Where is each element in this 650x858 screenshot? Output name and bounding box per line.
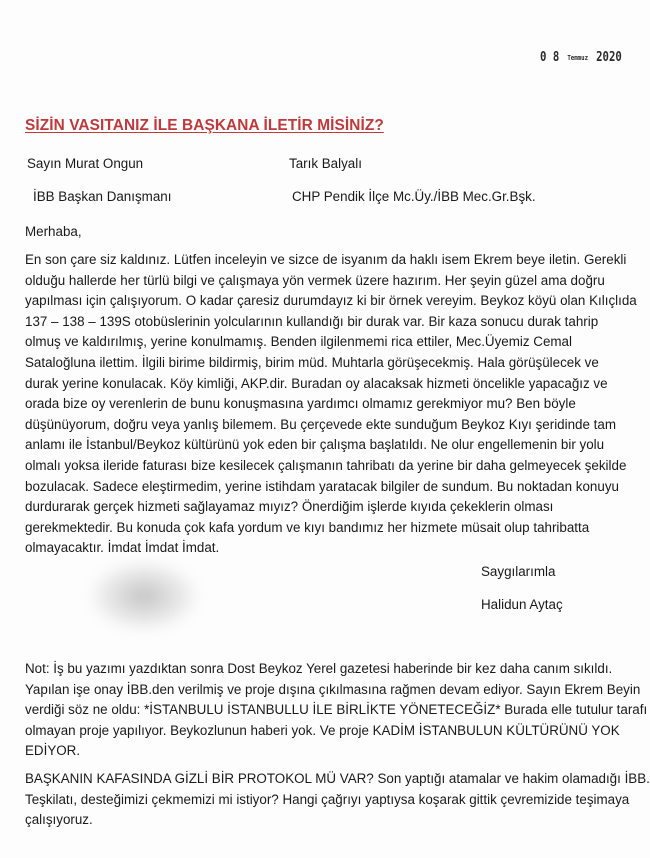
- body-line: yapılması için çalışıyorum. O kadar çaresiz durumdayız ki bir örnek vereyim. Beykoz köyü olan Kılıçlıda: [25, 293, 637, 309]
- note-line: EDİYOR.: [25, 743, 81, 759]
- recipient-right-name: Tarık Balyalı: [289, 156, 362, 171]
- body-line: Sataloğluna ilettim. İlgili birime bildirmiş, birim müd. Muhtarla görüşecekmiş. Hala görüşülecek ve: [25, 354, 599, 370]
- recipient-left-role: İBB Başkan Danışmanı: [33, 189, 172, 204]
- body-line: durak yerine konulacak. Köy kimliği, AKP.dir. Buradan oy alacaksak hizmeti öncelikle yapacağız ve: [25, 375, 608, 391]
- date-month: Temmuz: [567, 53, 589, 62]
- note-line: Yapılan işe onay İBB.den verilmiş ve proje dışına çıkılmasına rağmen devam ediyor. Sayın Ekrem Beyin: [25, 681, 641, 697]
- note-line: Not: İş bu yazımı yazdıktan sonra Dost Beykoz Yerel gazetesi haberinde bir kez daha canım sıkıldı.: [25, 661, 613, 676]
- body-line: olduğu hallerde her türlü bilgi ve çalışmaya yön vermek üzere hazırım. Her şeyin güzel ama doğru: [25, 272, 605, 288]
- final-paragraph: [25, 769, 650, 831]
- letter-body: [25, 250, 637, 559]
- body-line: durdurarak gerçek hizmeti sağlayamaz mıyız? Önerdiğim işlerde kıyıda çekeklerin olması: [25, 499, 554, 515]
- closing: Saygılarımla: [481, 564, 556, 579]
- final-line: çalışıyoruz.: [25, 812, 93, 828]
- recipient-left-name: Sayın Murat Ongun: [27, 156, 144, 171]
- body-line: bozulacak. Sadece eleştirmedim, yerine istihdam yaratacak bilgiler de sundum. Bu noktadan konuyu: [25, 478, 619, 494]
- date-year: 2020: [596, 50, 622, 65]
- signer-name: Halidun Aytaç: [481, 597, 563, 612]
- final-line: BAŞKANIN KAFASINDA GİZLİ BİR PROTOKOL MÜ VAR? Son yaptığı atamalar ve hakim olamadığı İBB.: [25, 771, 650, 786]
- body-line: anlamı ile İstanbul/Beykoz kültürünü yok eden bir çalışma başlatıldı. Ne olur engellemenin bir yolu: [25, 437, 605, 453]
- final-line: Teşkilatı, desteğimizi çekmemizi mi istiyor? Hangi çağrıyı yaptıysa koşarak gittik çevremizide teşimaya: [25, 791, 630, 807]
- body-line: gerekmektedir. Bu konuda çok kafa yordum ve kıyı bandımız her hizmete müsait olup tahribatta: [25, 519, 590, 535]
- date-day: 0 8: [540, 50, 560, 65]
- body-line: olmayacaktır. İmdat İmdat İmdat.: [25, 540, 220, 556]
- body-line: En son çare siz kaldınız. Lütfen inceleyin ve sizce de isyanım da haklı isem Ekrem beye iletin. Gerekli: [25, 252, 627, 267]
- body-line: olmalı yoksa ileride faturası bize kesilecek çalışmanın tahribatı da yerine bir daha gelmeyecek şekilde: [25, 457, 627, 473]
- note-line: verdiği söz ne oldu: *İSTANBULU İSTANBULLU İLE BİRLİKTE YÖNETECEĞİZ* Burada elle tutulur tarafı: [25, 702, 648, 718]
- date-stamp: [540, 50, 622, 65]
- greeting: Merhaba,: [25, 224, 82, 239]
- body-line: orada bize oy verenlerin de bunu konuşmasına yardımcı olmamız gerekmiyor mu? Ben böyle: [25, 396, 576, 412]
- body-line: 137 – 138 – 139S otobüslerinin yolcularının kullandığı bir durak var. Bir kaza sonucu durak tahrip: [25, 313, 599, 329]
- note-line: olmayan proje yapılıyor. Beykozlunun haberi yok. Ve proje KADİM İSTANBULUN KÜLTÜRÜNÜ YOK: [25, 722, 620, 738]
- note-paragraph: [25, 659, 648, 762]
- letter-title: SİZİN VASITANIZ İLE BAŞKANA İLETİR MİSİNİZ?: [25, 117, 384, 134]
- body-line: olmuş ve kaldırılmış, yerine konulmamış. Benden ilgilenmemi rica ettiler, Mec.Üyemiz Cemal: [25, 334, 572, 350]
- blurred-signature: [88, 560, 200, 632]
- recipient-right-role: CHP Pendik İlçe Mc.Üy./İBB Mec.Gr.Bşk.: [292, 189, 536, 204]
- body-line: düşünüyorum, doğru veya yanlış bilemem. Bu çerçevede ekte sunduğum Beykoz Kıyı şeridinde tam: [25, 416, 616, 432]
